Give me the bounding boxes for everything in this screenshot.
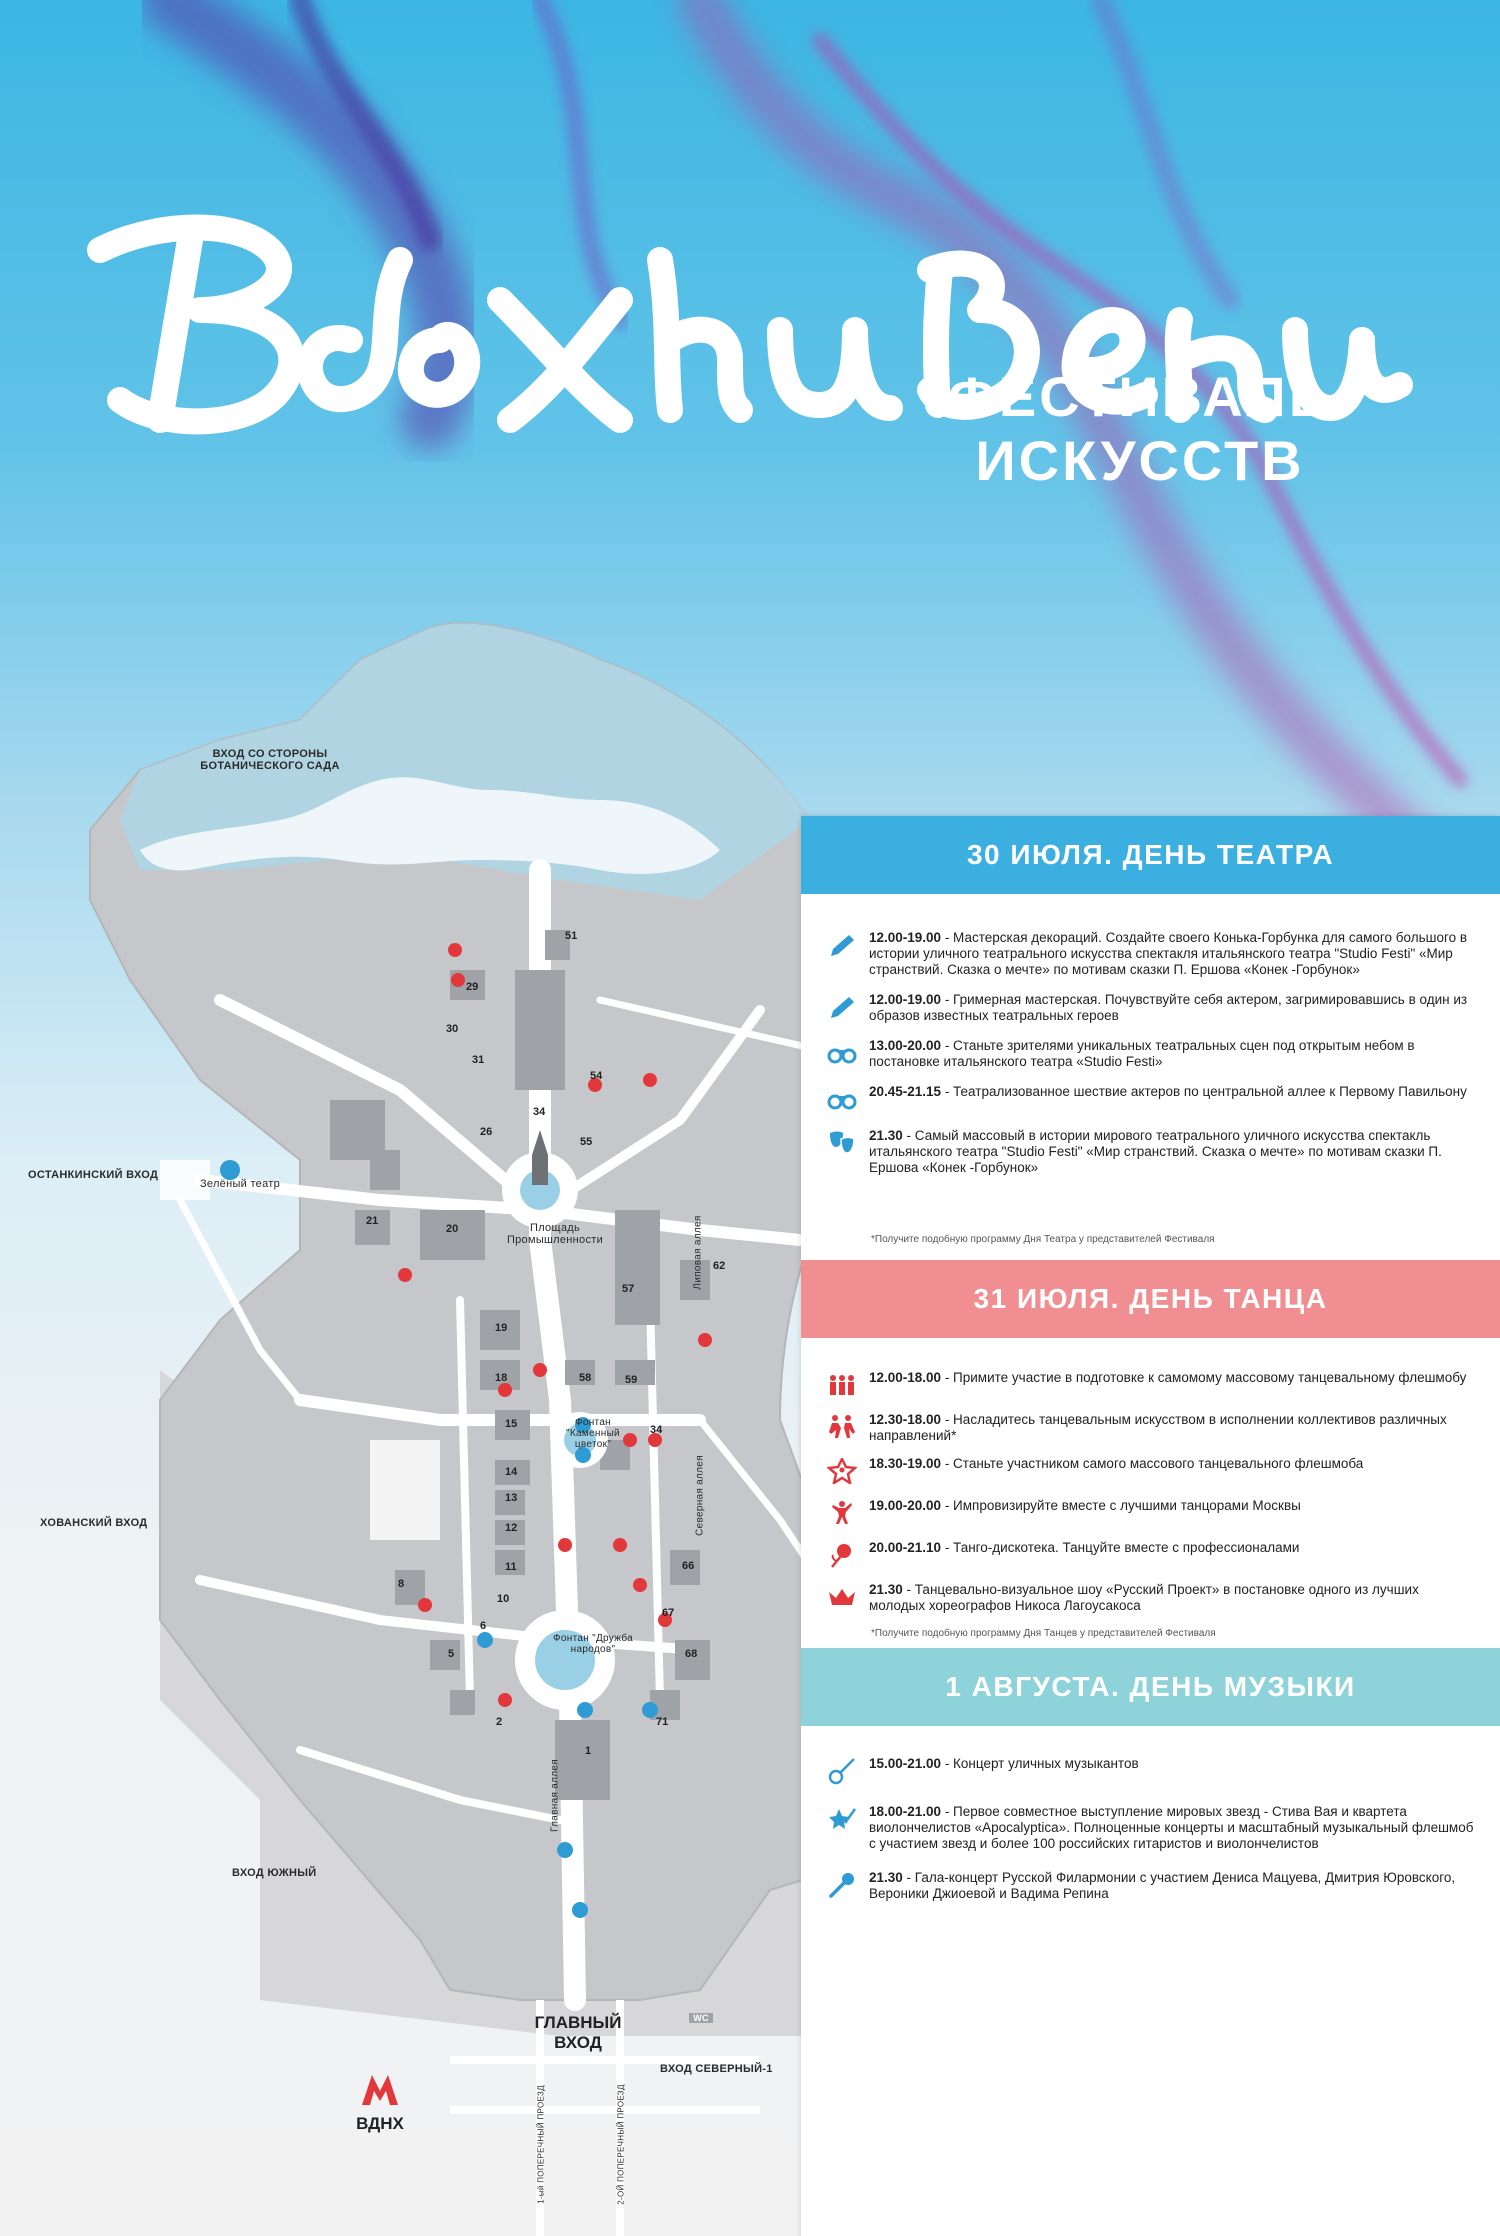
dance-day-header: 31 ИЮЛЯ. ДЕНЬ ТАНЦА: [801, 1260, 1500, 1338]
pavilion-number: 54: [590, 1070, 603, 1082]
event-time: 21.30: [869, 1870, 903, 1885]
event-time: 13.00-20.00: [869, 1038, 942, 1053]
pavilion-number: 11: [505, 1561, 517, 1573]
place-wc: WC: [689, 2013, 713, 2023]
pavilion-number: 57: [622, 1283, 635, 1295]
entrance-botanical: ВХОД СО СТОРОНЫ БОТАНИЧЕСКОГО САДА: [200, 748, 340, 772]
pavilion-number: 29: [466, 981, 479, 993]
pavilion-number: 20: [446, 1223, 459, 1235]
guitar-icon: [825, 1756, 859, 1786]
dance-note: *Получите подобную программу Дня Танцев у представителей Фестиваля: [871, 1628, 1216, 1639]
event-item: [825, 1038, 1475, 1070]
event-item: [825, 992, 1475, 1024]
music-day-header: 1 АВГУСТА. ДЕНЬ МУЗЫКИ: [801, 1648, 1500, 1726]
masks-icon: [825, 1128, 859, 1158]
pavilion-number: 34: [533, 1106, 546, 1118]
pavilion-number: 8: [398, 1578, 405, 1590]
event-description: - Самый массовый в истории мирового театрального уличного искусства спектакль итальянского театра "Studio Festi" «Мир странствий. Сказка о мечте» по мотивам сказки П. Ершова «Конек -Горбунок»: [869, 1128, 1442, 1175]
event-item: [825, 1128, 1475, 1176]
event-time: 20.45-21.15: [869, 1084, 942, 1099]
metro-name: ВДНХ: [356, 2114, 404, 2133]
event-description: - Концерт уличных музыкантов: [941, 1756, 1139, 1771]
place-green-theatre: Зелёный театр: [199, 1178, 281, 1190]
event-item: [825, 1498, 1475, 1528]
schedule-panel: [801, 816, 1500, 2236]
pavilion-number: 30: [446, 1023, 459, 1035]
pavilion-number: 13: [505, 1492, 518, 1504]
rose-icon: [825, 1540, 859, 1570]
music-events: [825, 1756, 1475, 1916]
pavilion-number: 14: [505, 1466, 518, 1478]
event-item: [825, 1084, 1475, 1114]
pavilion-number: 51: [565, 930, 578, 942]
binoculars-icon: [825, 1038, 859, 1068]
microphone-icon: [825, 1870, 859, 1900]
place-passage-1: 1-ый ПОПЕРЕЧНЫЙ ПРОЕЗД: [536, 2085, 546, 2204]
event-description: - Танго-дискотека. Танцуйте вместе с профессионалами: [941, 1540, 1300, 1555]
pavilion-number: 71: [656, 1716, 669, 1728]
pencil-icon: [825, 930, 859, 960]
pavilion-number: 12: [505, 1522, 518, 1534]
event-time: 12.00-18.00: [869, 1370, 942, 1385]
event-time: 18.00-21.00: [869, 1804, 942, 1819]
event-description: - Театрализованное шествие актеров по центральной аллее к Первому Павильону: [941, 1084, 1467, 1099]
pavilion-number: 59: [625, 1374, 638, 1386]
event-description: - Танцевально-визуальное шоу «Русский Проект» в постановке одного из лучших молодых хореографов Никоса Лагоусакоса: [869, 1582, 1419, 1613]
pavilion-number: 66: [682, 1560, 695, 1572]
event-description: - Насладитесь танцевальным искусством в исполнении коллективов различных направлений*: [869, 1412, 1447, 1443]
pavilion-number: 31: [472, 1054, 485, 1066]
event-item: [825, 1456, 1475, 1486]
event-item: [825, 1756, 1475, 1786]
event-description: - Мастерская декораций. Создайте своего Конька-Горбунка для самого большого в истории уличного театрального искусства спектакля итальянского театра "Studio Festi" «Мир странствий. Сказка о мечте» по мотивам сказки П. Ершова «Конек -Горбунок»: [869, 930, 1468, 977]
event-time: 19.00-20.00: [869, 1498, 942, 1513]
event-description: - Первое совместное выступление мировых звезд - Стива Вая и квартета виолончелистов «Apocalyptica». Полноценные концерты и масштабный музыкальный флешмоб с участием звезд и более 100 российских гитаристов и виолончелистов: [869, 1804, 1474, 1851]
pavilion-number: 58: [579, 1372, 592, 1384]
dancers-icon: [825, 1412, 859, 1442]
crowd-icon: [825, 1370, 859, 1400]
theatre-note: *Получите подобную программу Дня Театра у представителей Фестиваля: [871, 1234, 1215, 1245]
place-main-alley: Главная аллея: [549, 1759, 561, 1832]
place-passage-2: 2-ОЙ ПОПЕРЕЧНЫЙ ПРОЕЗД: [616, 2084, 626, 2205]
pavilion-number: 15: [505, 1418, 518, 1430]
entrance-main-line-2: ВХОД: [554, 2033, 602, 2052]
pavilion-number: 19: [495, 1322, 508, 1334]
event-description: - Примите участие в подготовке к самомому массовому танцевальному флешмобу: [941, 1370, 1467, 1385]
event-item: [825, 1582, 1475, 1614]
event-time: 18.30-19.00: [869, 1456, 942, 1471]
event-time: 12.30-18.00: [869, 1412, 942, 1427]
theatre-day-header: 30 ИЮЛЯ. ДЕНЬ ТЕАТРА: [801, 816, 1500, 894]
entrance-north-1: ВХОД СЕВЕРНЫЙ-1: [660, 2063, 773, 2075]
event-description: - Импровизируйте вместе с лучшими танцорами Москвы: [941, 1498, 1301, 1513]
event-item: [825, 1540, 1475, 1570]
place-friendship-fountain: Фонтан "Дружба народов": [553, 1633, 633, 1655]
festival-subtitle: [930, 365, 1350, 493]
pavilion-number: 5: [448, 1648, 455, 1660]
pavilion-number: 68: [685, 1648, 698, 1660]
event-time: 21.30: [869, 1128, 903, 1143]
event-description: - Станьте участником самого массового танцевального флешмоба: [941, 1456, 1364, 1471]
event-item: [825, 1370, 1475, 1400]
dancer-icon: [825, 1498, 859, 1528]
pavilion-number: 55: [580, 1136, 593, 1148]
event-time: 15.00-21.00: [869, 1756, 942, 1771]
place-stone-flower-fountain: Фонтан "Каменный цветок": [566, 1417, 620, 1450]
guitar-star-icon: [825, 1804, 859, 1834]
pavilion-number: 26: [480, 1126, 493, 1138]
entrance-main: [528, 2013, 628, 2053]
event-time: 21.30: [869, 1582, 903, 1597]
event-time: 12.00-19.00: [869, 992, 942, 1007]
theatre-events: [825, 930, 1475, 1190]
entrance-ostankino: ОСТАНКИНСКИЙ ВХОД: [28, 1169, 159, 1181]
dance-events: [825, 1370, 1475, 1628]
place-industry-square: Площадь Промышленности: [506, 1222, 604, 1246]
event-description: - Станьте зрителями уникальных театральных сцен под открытым небом в постановке итальянского театра «Studio Festi»: [869, 1038, 1415, 1069]
pavilion-number: 34: [650, 1424, 663, 1436]
place-north-alley: Северная аллея: [694, 1455, 706, 1536]
subtitle-line-1: ФЕСТИВАЛЬ: [948, 365, 1332, 428]
pavilion-number: 10: [497, 1593, 510, 1605]
event-item: [825, 1870, 1475, 1902]
metro-icon: [360, 2073, 400, 2107]
event-time: 20.00-21.10: [869, 1540, 942, 1555]
entrance-main-line-1: ГЛАВНЫЙ: [534, 2013, 622, 2032]
place-linden-alley: Липовая аллея: [692, 1215, 704, 1290]
pavilion-number: 6: [480, 1620, 487, 1632]
star-dancer-icon: [825, 1456, 859, 1486]
event-time: 12.00-19.00: [869, 930, 942, 945]
binoculars-icon: [825, 1084, 859, 1114]
event-description: - Гримерная мастерская. Почувствуйте себя актером, загримировавшись в один из образов известных театральных героев: [869, 992, 1468, 1023]
entrance-khovansky: ХОВАНСКИЙ ВХОД: [40, 1517, 148, 1529]
pencil-icon: [825, 992, 859, 1022]
pavilion-number: 67: [662, 1607, 675, 1619]
event-item: [825, 1412, 1475, 1444]
subtitle-line-2: ИСКУССТВ: [975, 429, 1305, 492]
pavilion-number: 2: [496, 1716, 503, 1728]
pavilion-number: 21: [366, 1215, 379, 1227]
event-item: [825, 930, 1475, 978]
event-description: - Гала-концерт Русской Филармонии с участием Дениса Мацуева, Дмитрия Юровского, Вероники Джиоевой и Вадима Репина: [869, 1870, 1456, 1901]
entrance-south: ВХОД ЮЖНЫЙ: [232, 1867, 317, 1879]
pavilion-number: 18: [495, 1372, 508, 1384]
pavilion-number: 62: [713, 1260, 726, 1272]
pavilion-number: 1: [585, 1745, 592, 1757]
event-item: [825, 1804, 1475, 1852]
crown-icon: [825, 1582, 859, 1612]
metro-vdnh: [352, 2073, 408, 2134]
